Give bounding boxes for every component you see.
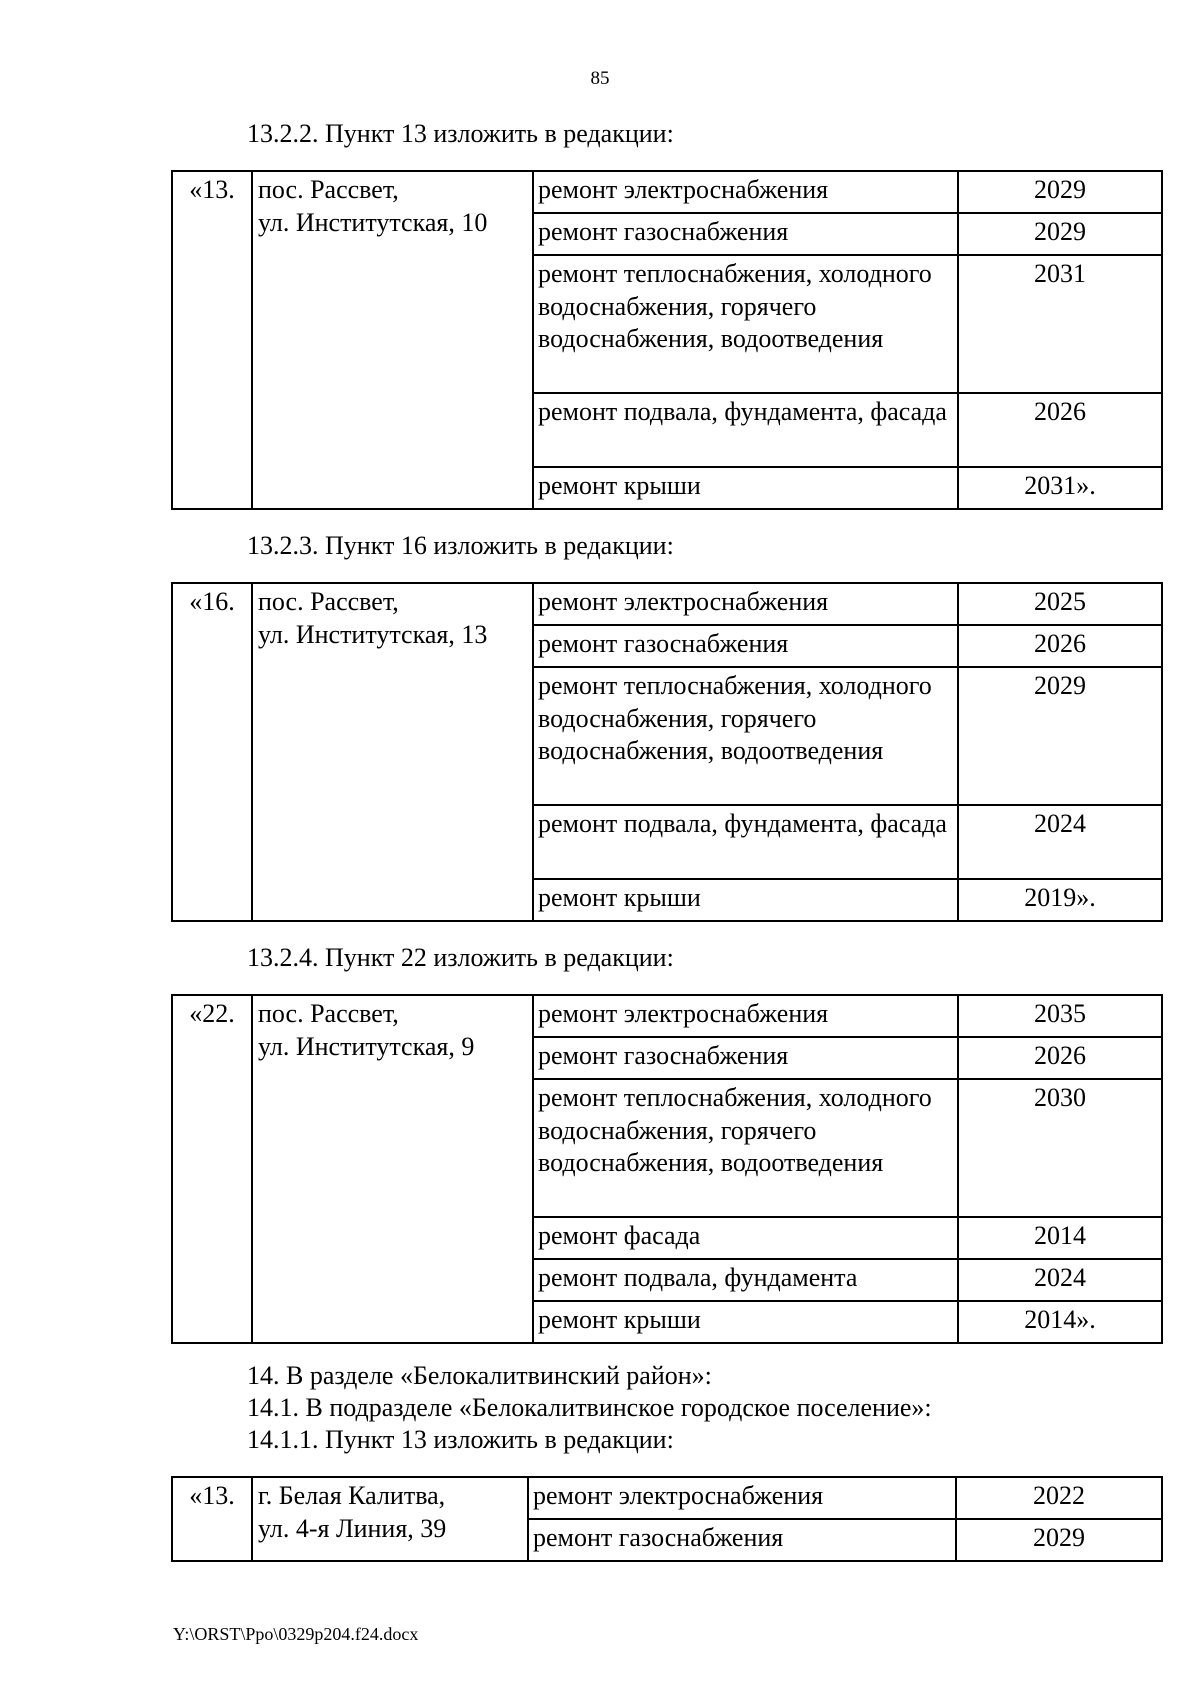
address-line: ул. Институтская, 9 <box>258 1031 475 1061</box>
year-cell: 2029 <box>956 1519 1162 1561</box>
year-cell: 2014». <box>958 1301 1162 1343</box>
address-line: ул. 4-я Линия, 39 <box>258 1513 447 1543</box>
paragraph-14: 14. В разделе «Белокалитвинский район»: <box>247 1361 712 1390</box>
year-cell: 2026 <box>958 625 1162 667</box>
work-type-cell: ремонт теплоснабжения, холодного водоснабжения, горячего водоснабжения, водоотведения <box>533 1079 958 1217</box>
year-cell: 2030 <box>958 1079 1162 1217</box>
table-item-22 <box>171 994 1163 1344</box>
year-cell: 2019». <box>958 879 1162 921</box>
item-number: «22. <box>172 995 252 1343</box>
year-cell: 2014 <box>958 1217 1162 1259</box>
item-number: «16. <box>172 583 252 921</box>
paragraph-13-2-2: 13.2.2. Пункт 13 изложить в редакции: <box>247 119 674 148</box>
address-line: ул. Институтская, 13 <box>258 619 488 649</box>
work-type-cell: ремонт газоснабжения <box>533 213 958 255</box>
work-type-cell: ремонт теплоснабжения, холодного водоснабжения, горячего водоснабжения, водоотведения <box>533 667 958 805</box>
work-type-cell: ремонт электроснабжения <box>528 1477 956 1519</box>
address-line: пос. Рассвет, <box>258 999 399 1028</box>
year-cell: 2029 <box>958 171 1162 213</box>
address-line: пос. Рассвет, <box>258 587 399 616</box>
year-cell: 2031». <box>958 467 1162 509</box>
address-cell <box>252 1477 528 1561</box>
page-number: 85 <box>590 68 610 89</box>
work-type-cell: ремонт электроснабжения <box>533 171 958 213</box>
work-type-cell: ремонт подвала, фундамента, фасада <box>533 805 958 879</box>
year-cell: 2024 <box>958 1259 1162 1301</box>
year-cell: 2024 <box>958 805 1162 879</box>
work-type-cell: ремонт электроснабжения <box>533 995 958 1037</box>
work-type-cell: ремонт фасада <box>533 1217 958 1259</box>
paragraph-13-2-3: 13.2.3. Пункт 16 изложить в редакции: <box>247 531 674 560</box>
paragraph-13-2-4: 13.2.4. Пункт 22 изложить в редакции: <box>247 943 674 972</box>
work-type-cell: ремонт крыши <box>533 467 958 509</box>
work-type-cell: ремонт электроснабжения <box>533 583 958 625</box>
work-type-cell: ремонт газоснабжения <box>533 625 958 667</box>
year-cell: 2031 <box>958 255 1162 393</box>
item-number: «13. <box>172 171 252 509</box>
year-cell: 2022 <box>956 1477 1162 1519</box>
year-cell: 2026 <box>958 1037 1162 1079</box>
year-cell: 2035 <box>958 995 1162 1037</box>
year-cell: 2029 <box>958 213 1162 255</box>
paragraph-14-1: 14.1. В подразделе «Белокалитвинское городское поселение»: <box>247 1393 932 1422</box>
paragraph-14-1-1: 14.1.1. Пункт 13 изложить в редакции: <box>247 1425 674 1454</box>
address-cell <box>252 171 533 509</box>
year-cell: 2029 <box>958 667 1162 805</box>
table-item-16 <box>171 582 1163 922</box>
address-cell <box>252 583 533 921</box>
work-type-cell: ремонт теплоснабжения, холодного водоснабжения, горячего водоснабжения, водоотведения <box>533 255 958 393</box>
year-cell: 2025 <box>958 583 1162 625</box>
address-cell <box>252 995 533 1343</box>
footer-file-path: Y:\ORST\Ppo\0329p204.f24.docx <box>173 1624 419 1644</box>
table-item-13-belaya-kalitva <box>171 1476 1163 1562</box>
address-line: пос. Рассвет, <box>258 175 399 204</box>
year-cell: 2026 <box>958 393 1162 467</box>
address-line: г. Белая Калитва, <box>258 1481 446 1510</box>
work-type-cell: ремонт крыши <box>533 1301 958 1343</box>
work-type-cell: ремонт подвала, фундамента, фасада <box>533 393 958 467</box>
table-item-13 <box>171 170 1163 510</box>
work-type-cell: ремонт газоснабжения <box>528 1519 956 1561</box>
work-type-cell: ремонт крыши <box>533 879 958 921</box>
work-type-cell: ремонт газоснабжения <box>533 1037 958 1079</box>
work-type-cell: ремонт подвала, фундамента <box>533 1259 958 1301</box>
item-number: «13. <box>172 1477 252 1561</box>
address-line: ул. Институтская, 10 <box>258 207 488 237</box>
